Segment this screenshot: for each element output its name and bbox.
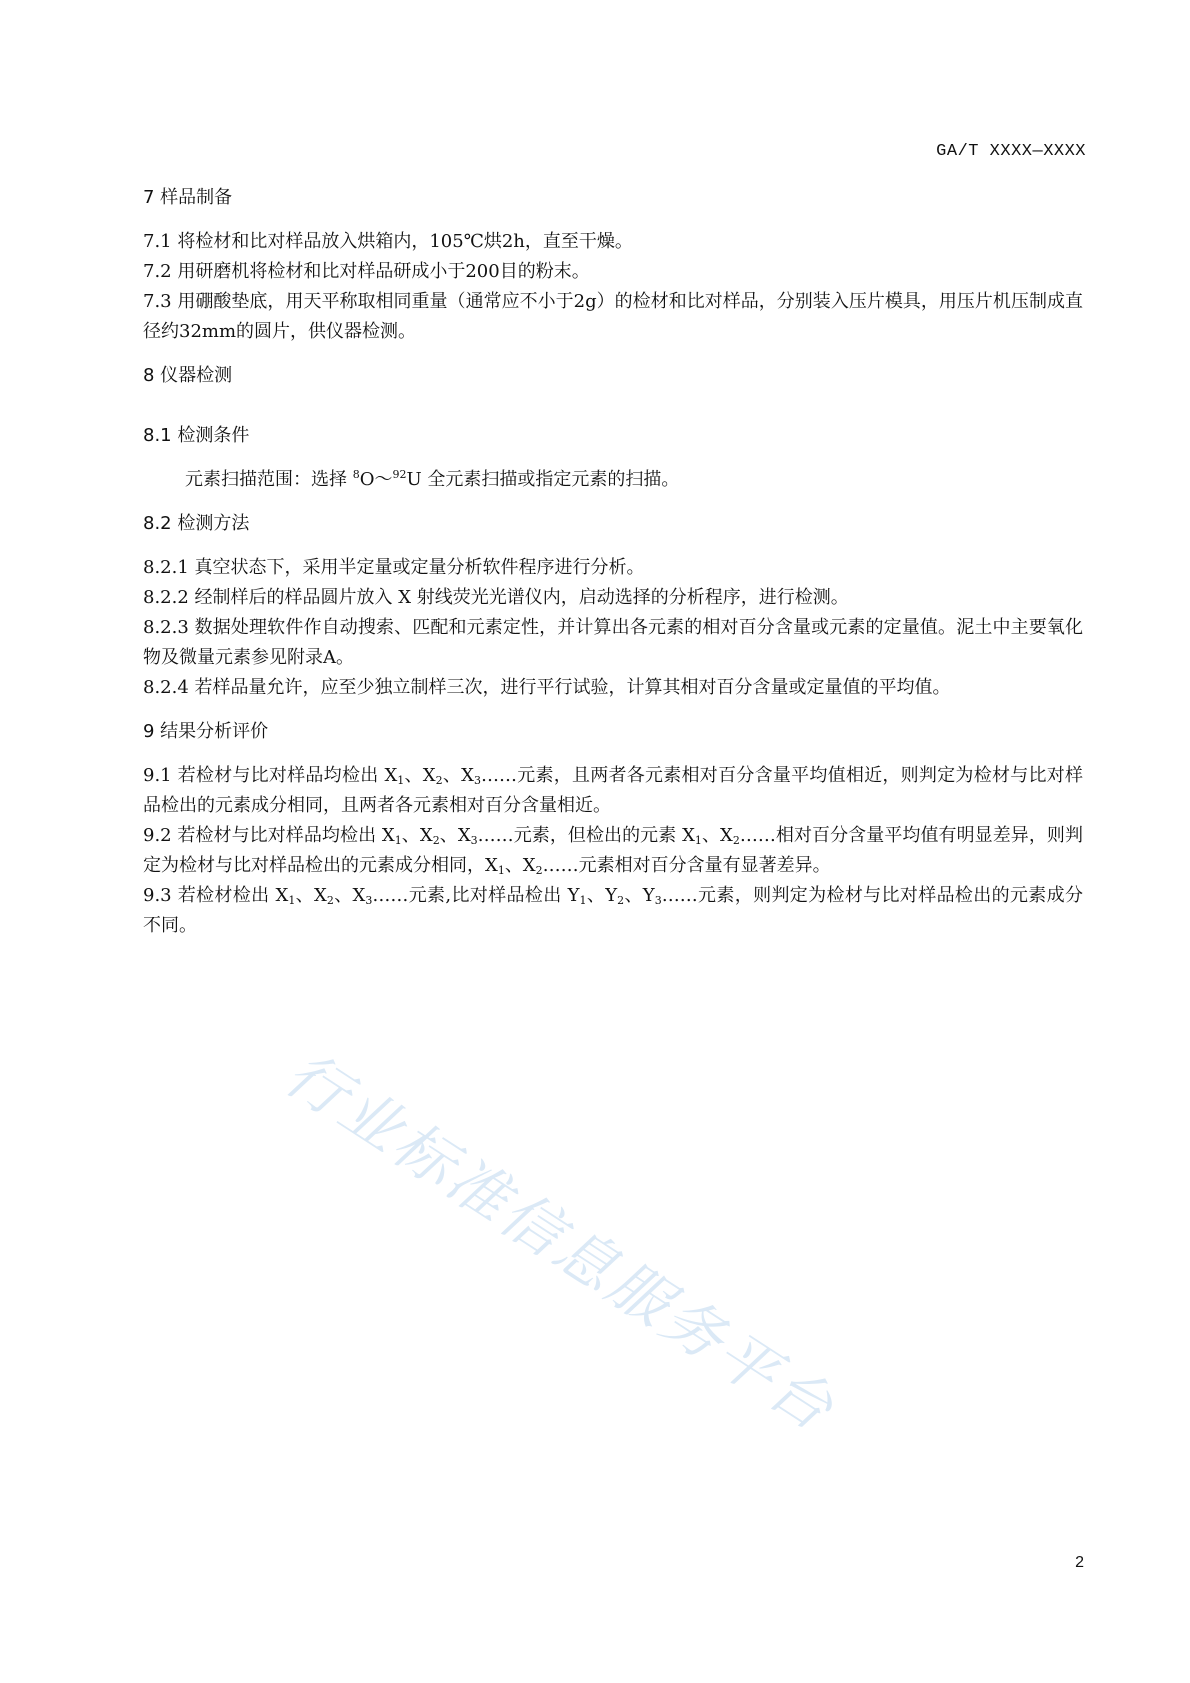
para-8-1-scan-range: 元素扫描范围：选择 $^8$O～$^{92}$U 全元素扫描或指定元素的扫描。: [185, 468, 680, 490]
para-8-2-4: 8.2.4 若样品量允许，应至少独立制样三次，进行平行试验，计算其相对百分含量或定量值的平均值。: [143, 677, 951, 698]
section-8-heading: 8 仪器检测: [143, 365, 233, 386]
para-9-1: 9.1 若检材与比对样品均检出 $X_1$、$X_2$、$X_3\dots\dots$元素，且两者各元素相对百分含量平均值相近，则判定为检材与比对样品检出的元素成分相同，且两者各元素相对百分含量相近。: [143, 765, 1083, 816]
document-body: [143, 183, 1083, 941]
section-7-heading: 7 样品制备: [143, 187, 233, 208]
para-8-2-2: 8.2.2 经制样后的样品圆片放入 X 射线荧光光谱仪内，启动选择的分析程序，进行检测。: [143, 587, 849, 608]
section-8-1-heading: 8.1 检测条件: [143, 425, 250, 446]
para-7-2: 7.2 用研磨机将检材和比对样品研成小于200目的粉末。: [143, 261, 590, 282]
para-9-3: 9.3 若检材检出 $X_1$、$X_2$、$X_3\dots\dots$元素,比对样品检出 $Y_1$、$Y_2$、$Y_3\dots\dots$元素，则判定为检材与比对样品检出的元素成分不同。: [143, 885, 1084, 936]
para-7-1: 7.1 将检材和比对样品放入烘箱内，105℃烘2h，直至干燥。: [143, 231, 633, 252]
watermark: 行业标准信息服务平台: [272, 1038, 848, 1447]
document-code: GA/T XXXX—XXXX: [936, 142, 1086, 161]
section-8-2-heading: 8.2 检测方法: [143, 513, 250, 534]
section-9-heading: 9 结果分析评价: [143, 721, 269, 742]
para-9-2: 9.2 若检材与比对样品均检出 $X_1$、$X_2$、$X_3\dots\dots$元素，但检出的元素 $X_1$、$X_2\dots\dots$相对百分含量平均值有明显差异，则判定为检材与比对样品检出的元素成分相同，$X_1$、$X_2\dots\dots$元素相对百分含量有显著差异。: [143, 825, 1083, 877]
page-number: 2: [1075, 1554, 1084, 1571]
para-8-2-1: 8.2.1 真空状态下，采用半定量或定量分析软件程序进行分析。: [143, 557, 645, 578]
para-8-2-3: 8.2.3 数据处理软件作自动搜索、匹配和元素定性，并计算出各元素的相对百分含量或元素的定量值。泥土中主要氧化物及微量元素参见附录A。: [143, 617, 1083, 668]
para-7-3: 7.3 用硼酸垫底，用天平称取相同重量（通常应不小于2g）的检材和比对样品，分别装入压片模具，用压片机压制成直径约32mm的圆片，供仪器检测。: [143, 291, 1083, 342]
